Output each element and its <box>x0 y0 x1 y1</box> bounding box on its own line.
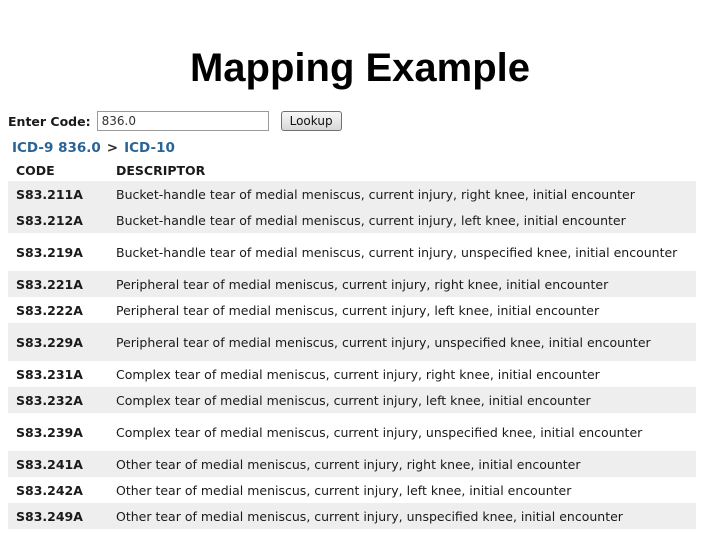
table-row <box>8 323 696 361</box>
page-title: Mapping Example <box>189 46 531 90</box>
table-row <box>8 271 696 297</box>
table-row <box>8 297 696 323</box>
breadcrumb <box>12 140 175 156</box>
table-row <box>8 503 696 529</box>
table-row <box>8 451 696 477</box>
code-cell: S83.249A <box>16 508 83 524</box>
code-cell: S83.242A <box>16 482 83 498</box>
mapping-table <box>8 159 696 529</box>
code-cell: S83.222A <box>16 302 83 318</box>
table-row <box>8 387 696 413</box>
code-cell: S83.241A <box>16 456 83 472</box>
descriptor-cell: Complex tear of medial meniscus, current injury, left knee, initial encounter <box>116 392 591 408</box>
code-cell: S83.232A <box>16 392 83 408</box>
descriptor-cell: Bucket-handle tear of medial meniscus, current injury, left knee, initial encounter <box>116 212 626 228</box>
enter-code-label: Enter Code: <box>8 113 91 129</box>
column-header-code: CODE <box>16 162 55 178</box>
code-cell: S83.239A <box>16 424 83 440</box>
descriptor-cell: Peripheral tear of medial meniscus, current injury, right knee, initial encounter <box>116 276 609 292</box>
table-header-row <box>8 159 696 181</box>
table-row <box>8 207 696 233</box>
lookup-bar <box>8 110 342 132</box>
descriptor-cell: Peripheral tear of medial meniscus, current injury, unspecified knee, initial encounter <box>116 334 651 350</box>
descriptor-cell: Bucket-handle tear of medial meniscus, current injury, unspecified knee, initial encounter <box>116 244 678 260</box>
table-row <box>8 477 696 503</box>
descriptor-cell: Other tear of medial meniscus, current injury, right knee, initial encounter <box>116 456 581 472</box>
descriptor-cell: Other tear of medial meniscus, current injury, left knee, initial encounter <box>116 482 572 498</box>
code-cell: S83.211A <box>16 186 83 202</box>
lookup-button[interactable]: Lookup <box>281 111 342 131</box>
table-row <box>8 181 696 207</box>
code-cell: S83.212A <box>16 212 83 228</box>
code-cell: S83.231A <box>16 366 83 382</box>
breadcrumb-separator: > <box>106 140 119 156</box>
column-header-descriptor: DESCRIPTOR <box>116 162 206 178</box>
table-row <box>8 361 696 387</box>
descriptor-cell: Peripheral tear of medial meniscus, current injury, left knee, initial encounter <box>116 302 600 318</box>
code-cell: S83.219A <box>16 244 83 260</box>
descriptor-cell: Bucket-handle tear of medial meniscus, current injury, right knee, initial encounter <box>116 186 635 202</box>
code-cell: S83.221A <box>16 276 83 292</box>
breadcrumb-icd10-link[interactable]: ICD-10 <box>124 140 175 156</box>
descriptor-cell: Complex tear of medial meniscus, current injury, unspecified knee, initial encounter <box>116 424 643 440</box>
descriptor-cell: Other tear of medial meniscus, current injury, unspecified knee, initial encounter <box>116 508 623 524</box>
breadcrumb-icd9-link[interactable]: ICD-9 836.0 <box>12 140 101 156</box>
table-row <box>8 413 696 451</box>
descriptor-cell: Complex tear of medial meniscus, current injury, right knee, initial encounter <box>116 366 600 382</box>
code-cell: S83.229A <box>16 334 83 350</box>
table-row <box>8 233 696 271</box>
code-input[interactable] <box>97 111 269 131</box>
